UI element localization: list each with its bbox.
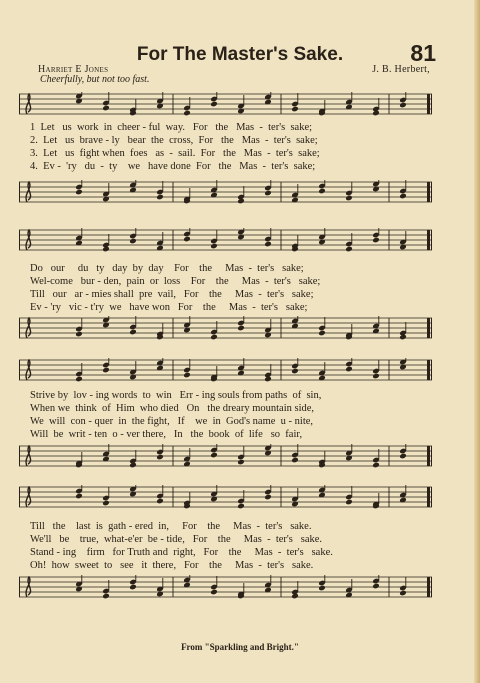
treble-staff <box>19 358 432 382</box>
lyric-line: Oh! how sweet to see it there, For the Mas - ter's sake. <box>30 560 314 571</box>
lyrics-block <box>30 389 430 441</box>
lyric-line: Stand - ing firm for Truth and right, For the Mas - ter's sake. <box>30 547 333 558</box>
bass-staff <box>19 180 432 204</box>
lyric-line: We'll be true, what-e'er be - tide, For the Mas - ter's sake. <box>30 534 323 545</box>
lyric-line: 3. Let us fight when foes as - sail. For the Mas - ter's sake; <box>30 148 320 159</box>
lyric-line: Wel-come bur - den, pain or loss For the Mas - ter's sake; <box>30 276 321 287</box>
lyric-line: 4. Ev - 'ry du - ty we have done For the Mas - ter's sake; <box>30 161 316 172</box>
lyrics-block <box>30 520 430 572</box>
lyric-line: Will be writ - ten o - ver there, In the book of life so fair, <box>30 429 303 440</box>
composer-credit: J. B. Herbert, <box>372 64 430 75</box>
lyric-line: We will con - quer in the fight, If we in God's name u - nite, <box>30 416 314 427</box>
lyric-line: 1 Let us work in cheer - ful way. For the Mas - ter's sake; <box>30 122 313 133</box>
bass-staff <box>19 444 432 468</box>
lyric-line: Till our ar - mies shall pre vail, For the Mas - ter's sake; <box>30 289 314 300</box>
lyrics-block <box>30 262 430 314</box>
lyrics-block <box>30 121 430 173</box>
lyric-line: Ev - 'ry vic - t'ry we have won For the Mas - ter's sake; <box>30 302 308 313</box>
lyric-line: Till the last is gath - ered in, For the Mas - ter's sake. <box>30 521 312 532</box>
bass-staff <box>19 316 432 340</box>
lyric-line: 2. Let us brave - ly bear the cross, For the Mas - ter's sake; <box>30 135 318 146</box>
hymn-title: For The Master's Sake. <box>136 44 344 65</box>
treble-staff <box>19 92 432 116</box>
source-credit: From "Sparkling and Bright." <box>181 642 299 652</box>
treble-staff <box>19 228 432 252</box>
lyricist-credit: Harriet E Jones <box>38 64 109 75</box>
hymn-number: 81 <box>410 40 436 66</box>
lyric-line: When we think of Him who died On the dreary mountain side, <box>30 403 315 414</box>
treble-staff <box>19 485 432 509</box>
bass-staff <box>19 575 432 599</box>
lyric-line: Do our du ty day by day For the Mas - ter's sake; <box>30 263 304 274</box>
lyric-line: Strive by lov - ing words to win Err - ing souls from paths of sin, <box>30 390 322 401</box>
tempo-marking: Cheerfully, but not too fast. <box>40 74 150 85</box>
page-edge <box>474 0 480 683</box>
